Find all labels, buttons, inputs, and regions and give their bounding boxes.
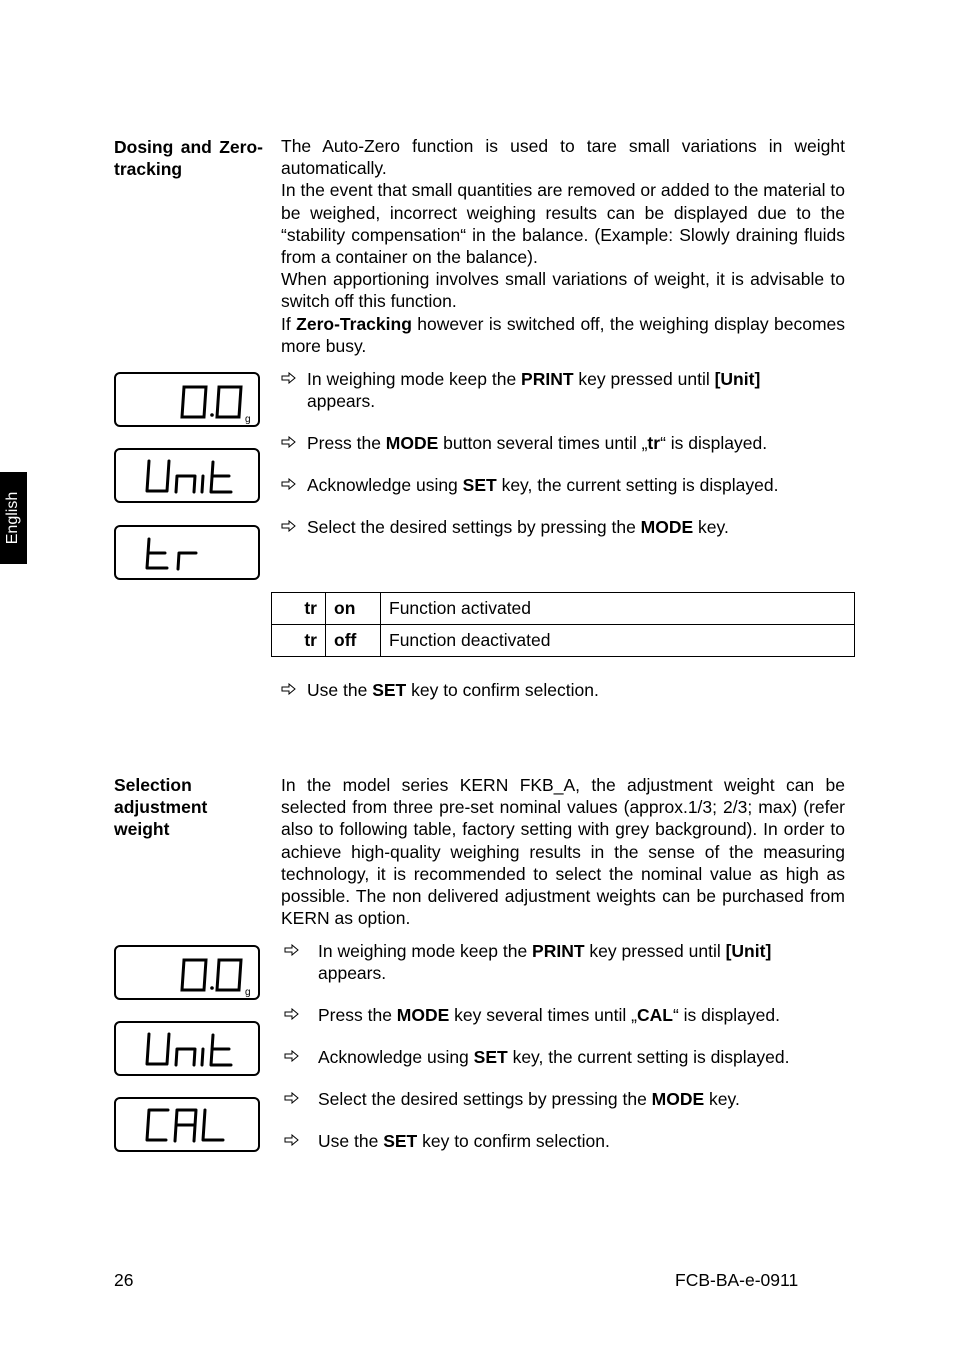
lcd-display-unit bbox=[114, 448, 260, 503]
step-text: Acknowledge using SET key, the current setting is displayed. bbox=[307, 475, 779, 495]
section-label-dosing: Dosing and Zero-tracking bbox=[114, 137, 263, 179]
lcd-display-unit bbox=[114, 1021, 260, 1076]
step-text: In weighing mode keep the PRINT key pressed until [Unit] appears. bbox=[318, 941, 772, 983]
arrow-right-icon bbox=[284, 1130, 318, 1152]
lcd-display-cal bbox=[114, 1097, 260, 1152]
lcd-display-tr bbox=[114, 525, 260, 580]
lcd-display-zero bbox=[114, 372, 260, 427]
paragraph: In the event that small quantities are removed or added to the material to be weighed, incorrect weighing results can be displayed due to the “stability compensation“ in the balance. (Example: Slowly draining fluids from a container on the balance). bbox=[281, 180, 845, 268]
table-cell: tr bbox=[272, 593, 326, 625]
instruction-step bbox=[284, 940, 844, 984]
paragraph: The Auto-Zero function is used to tare small variations in weight automatically. bbox=[281, 136, 845, 179]
table-row bbox=[272, 593, 855, 625]
arrow-right-icon bbox=[281, 432, 307, 454]
table-cell: tr bbox=[272, 625, 326, 657]
language-tab-label: English bbox=[4, 491, 22, 545]
arrow-right-icon bbox=[281, 516, 307, 538]
lcd-display-zero bbox=[114, 945, 260, 1000]
arrow-right-icon bbox=[281, 474, 307, 496]
language-tab bbox=[0, 472, 27, 564]
instruction-step bbox=[281, 474, 851, 496]
table-cell: Function activated bbox=[381, 593, 855, 625]
paragraph: When apportioning involves small variations of weight, it is advisable to switch off this function. bbox=[281, 269, 845, 312]
step-text: Press the MODE button several times until „tr“ is displayed. bbox=[307, 433, 768, 453]
lcd-unit-label: g bbox=[245, 987, 251, 998]
arrow-right-icon bbox=[281, 679, 307, 701]
page-number: 26 bbox=[114, 1270, 134, 1290]
instruction-step bbox=[281, 516, 841, 538]
table-row bbox=[272, 625, 855, 657]
paragraph: If Zero-Tracking however is switched off, the weighing display becomes more busy. bbox=[281, 313, 846, 356]
instruction-step bbox=[284, 1046, 854, 1068]
lcd-unit-label: g bbox=[245, 414, 251, 425]
arrow-right-icon bbox=[284, 1004, 318, 1026]
table-cell: off bbox=[326, 625, 381, 657]
step-text: In weighing mode keep the PRINT key pressed until [Unit] appears. bbox=[307, 369, 761, 411]
settings-table bbox=[271, 592, 855, 657]
arrow-right-icon bbox=[284, 1046, 318, 1068]
step-text: Use the SET key to confirm selection. bbox=[318, 1131, 610, 1151]
step-text: Select the desired settings by pressing the MODE key. bbox=[307, 517, 729, 537]
instruction-step bbox=[281, 432, 841, 454]
step-text: Select the desired settings by pressing the MODE key. bbox=[318, 1089, 740, 1109]
instruction-step bbox=[284, 1130, 844, 1152]
table-cell: Function deactivated bbox=[381, 625, 855, 657]
document-id: FCB-BA-e-0911 bbox=[675, 1270, 799, 1290]
arrow-right-icon bbox=[284, 940, 318, 984]
step-text: Press the MODE key several times until „CAL“ is displayed. bbox=[318, 1005, 780, 1025]
arrow-right-icon bbox=[284, 1088, 318, 1110]
arrow-right-icon bbox=[281, 368, 307, 412]
instruction-step bbox=[281, 368, 821, 412]
section-label-adjustment: Selection adjustment weight bbox=[114, 775, 208, 839]
instruction-step bbox=[284, 1088, 844, 1110]
section-body-dosing bbox=[281, 135, 845, 357]
instruction-step bbox=[281, 679, 841, 701]
paragraph: In the model series KERN FKB_A, the adjustment weight can be selected from three pre-set nominal values (approx.1/3; 2/3; max) (refer also to following table, factory setting with grey background). In order to achieve high-quality weighing results in the sense of the measuring technology, it is recommended to select the nominal value as high as possible. The non delivered adjustment weights can be purchased from KERN as option. bbox=[281, 775, 845, 929]
step-text: Acknowledge using SET key, the current setting is displayed. bbox=[318, 1047, 790, 1067]
table-cell: on bbox=[326, 593, 381, 625]
instruction-step bbox=[284, 1004, 844, 1026]
step-text: Use the SET key to confirm selection. bbox=[307, 680, 599, 700]
section-body-adjustment bbox=[281, 774, 845, 929]
